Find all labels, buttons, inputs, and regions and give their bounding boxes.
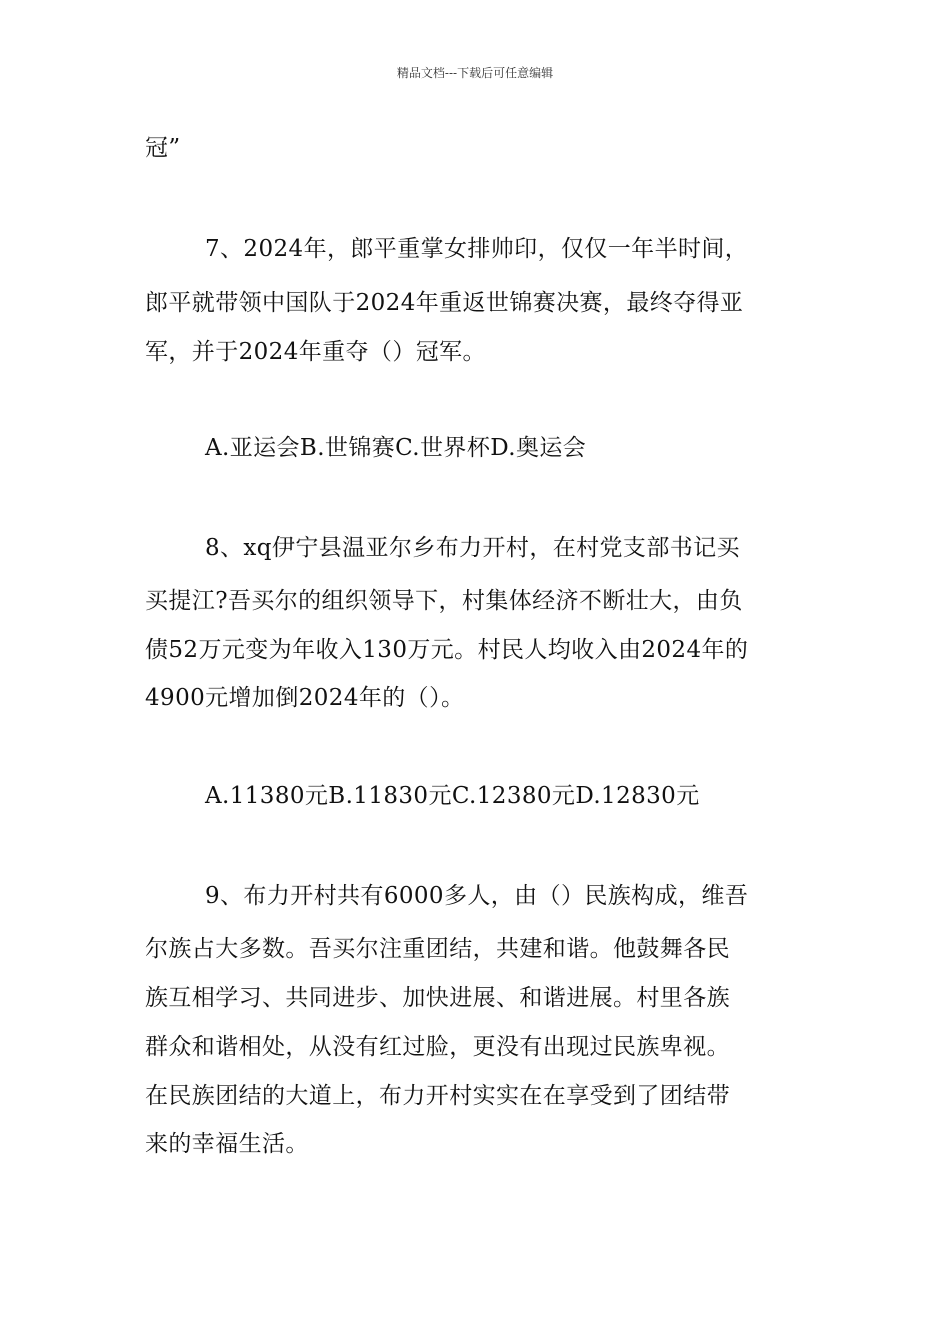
page-header: 精品文档---下载后可任意编辑	[396, 66, 554, 80]
question-9-line-5: 在民族团结的大道上，布力开村实实在在享受到了团结带	[145, 1083, 730, 1109]
question-7-line-2: 郎平就带领中国队于2024年重返世锦赛决赛，最终夺得亚	[145, 290, 744, 316]
question-8-line-3: 债52万元变为年收入130万元。村民人均收入由2024年的	[145, 637, 749, 663]
question-8-line-1: 8、xq伊宁县温亚尔乡布力开村，在村党支部书记买	[205, 535, 740, 561]
question-7-line-1: 7、2024年，郎平重掌女排帅印，仅仅一年半时间，	[205, 236, 749, 262]
question-7-line-3: 军，并于2024年重夺（）冠军。	[145, 339, 486, 365]
question-8-line-4: 4900元增加倒2024年的（）。	[145, 685, 465, 711]
question-7-options: A.亚运会B.世锦赛C.世界杯D.奥运会	[205, 435, 587, 461]
question-9-line-6: 来的幸福生活。	[145, 1131, 309, 1157]
question-9-line-1: 9、布力开村共有6000多人，由（）民族构成，维吾	[205, 883, 749, 909]
question-8-options: A.11380元B.11830元C.12380元D.12830元	[205, 783, 700, 809]
question-8-line-2: 买提江?吾买尔的组织领导下，村集体经济不断壮大，由负	[145, 588, 743, 614]
question-9-line-2: 尔族占大多数。吾买尔注重团结，共建和谐。他鼓舞各民	[145, 936, 730, 962]
text-line: 冠”	[145, 135, 181, 161]
question-9-line-3: 族互相学习、共同进步、加快进展、和谐进展。村里各族	[145, 985, 730, 1011]
question-9-line-4: 群众和谐相处，从没有红过脸，更没有出现过民族卑视。	[145, 1034, 730, 1060]
